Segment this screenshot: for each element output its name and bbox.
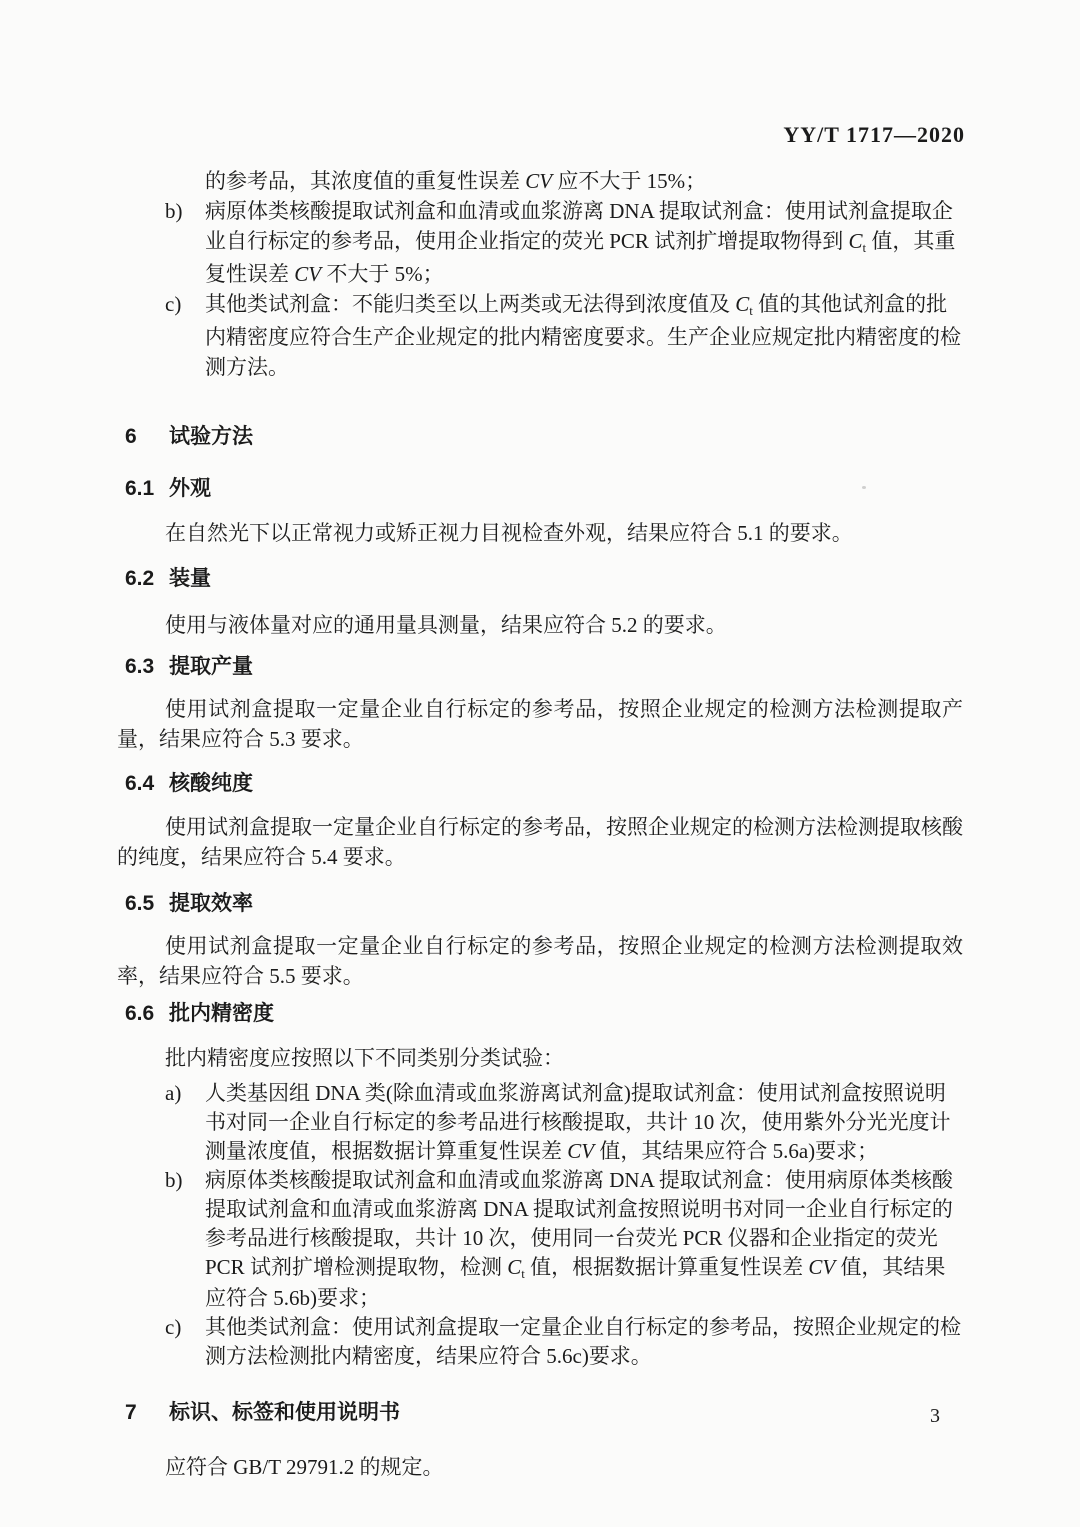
list-item-c <box>117 289 963 382</box>
subsection-6-4-paragraph: 使用试剂盒提取一定量企业自行标定的参考品，按照企业规定的检测方法检测提取核酸的纯度，结果应符合 5.4 要求。 <box>117 815 963 869</box>
list-item-text: 人类基因组 DNA 类(除血清或血浆游离试剂盒)提取试剂盒：使用试剂盒按照说明书对同一企业自行标定的参考品进行核酸提取，共计 10 次，使用紫外分光光度计测量浓度值，根据数据计算重复性误差 CV 值，其结果应符合 5.6a)要求； <box>205 1081 951 1163</box>
heading-title: 提取效率 <box>169 892 253 915</box>
heading-number: 7 <box>125 1401 137 1424</box>
list-item-text: 其他类试剂盒：不能归类至以上两类或无法得到浓度值及 $C_t$ 值的其他试剂盒的批内精密度应符合生产企业规定的批内精密度要求。生产企业应规定批内精密度的检测方法。 <box>205 292 961 379</box>
section-6-heading <box>125 424 963 450</box>
heading-number: 6.3 <box>125 655 155 678</box>
subsection-6-6-paragraph: 批内精密度应按照以下不同类别分类试验： <box>165 1046 564 1070</box>
section-7-paragraph: 应符合 GB/T 29791.2 的规定。 <box>165 1455 444 1479</box>
list-item-text: 病原体类核酸提取试剂盒和血清或血浆游离 DNA 提取试剂盒：使用试剂盒提取企业自行标定的参考品，使用企业指定的荧光 PCR 试剂扩增提取物得到 $C_t$ 值，其重复性误差 CV 不大于 5%； <box>205 199 956 286</box>
subsection-6-5-paragraph: 使用试剂盒提取一定量企业自行标定的参考品，按照企业规定的检测方法检测提取效率，结果应符合 5.5 要求。 <box>117 934 963 988</box>
heading-number: 6 <box>125 425 137 448</box>
list-item-c <box>117 1313 963 1371</box>
subsection-6-1-heading <box>125 476 963 502</box>
heading-number: 6.2 <box>125 567 155 590</box>
list-marker: b) <box>165 199 183 223</box>
list-item-b <box>117 196 963 289</box>
heading-title: 核酸纯度 <box>169 772 253 795</box>
subsection-6-3-heading <box>125 654 963 680</box>
subsection-6-2-paragraph: 使用与液体量对应的通用量具测量，结果应符合 5.2 的要求。 <box>165 613 727 637</box>
heading-title: 提取产量 <box>169 655 253 678</box>
list-item-b <box>117 1166 963 1313</box>
section-7-heading <box>125 1400 963 1426</box>
heading-number: 6.6 <box>125 1002 155 1025</box>
subsection-6-2-heading <box>125 566 963 592</box>
list-marker: c) <box>165 1315 182 1339</box>
clause6-6-test-list <box>117 1079 963 1371</box>
list-item-text: 病原体类核酸提取试剂盒和血清或血浆游离 DNA 提取试剂盒：使用病原体类核酸提取试剂盒和血清或血浆游离 DNA 提取试剂盒按照说明书对同一企业自行标定的参考品进行核酸提取，共计 10 次，使用同一台荧光 PCR 仪器和企业指定的荧光 PCR 试剂扩增检测提取物，检测 $C_t$ 值，根据数据计算重复性误差 CV 值，其结果应符合 5.6b)要求； <box>205 1168 953 1310</box>
heading-number: 6.1 <box>125 477 155 500</box>
scan-artifact <box>862 486 866 489</box>
heading-title: 装量 <box>169 567 211 590</box>
continued-paragraph-item-a: 的参考品，其浓度值的重复性误差 CV 应不大于 15%； <box>205 169 707 193</box>
heading-number: 6.5 <box>125 892 155 915</box>
page-content <box>117 166 963 1482</box>
heading-title: 批内精密度 <box>169 1002 274 1025</box>
list-item-a <box>117 1079 963 1166</box>
clause5-requirement-list <box>117 196 963 382</box>
standard-code: YY/T 1717—2020 <box>783 122 965 147</box>
list-item-text: 其他类试剂盒：使用试剂盒提取一定量企业自行标定的参考品，按照企业规定的检测方法检测批内精密度，结果应符合 5.6c)要求。 <box>205 1315 961 1368</box>
page-number: 3 <box>930 1405 940 1427</box>
list-marker: c) <box>165 292 182 316</box>
subsection-6-1-paragraph: 在自然光下以正常视力或矫正视力目视检查外观，结果应符合 5.1 的要求。 <box>165 521 853 545</box>
subsection-6-4-heading <box>125 771 963 797</box>
subsection-6-5-heading <box>125 891 963 917</box>
heading-number: 6.4 <box>125 772 155 795</box>
heading-title: 外观 <box>169 477 211 500</box>
heading-title: 试验方法 <box>169 425 253 448</box>
list-marker: a) <box>165 1081 182 1105</box>
list-marker: b) <box>165 1168 183 1192</box>
subsection-6-3-paragraph: 使用试剂盒提取一定量企业自行标定的参考品，按照企业规定的检测方法检测提取产量，结果应符合 5.3 要求。 <box>117 697 963 751</box>
heading-title: 标识、标签和使用说明书 <box>169 1401 400 1424</box>
subsection-6-6-heading <box>125 1001 963 1027</box>
